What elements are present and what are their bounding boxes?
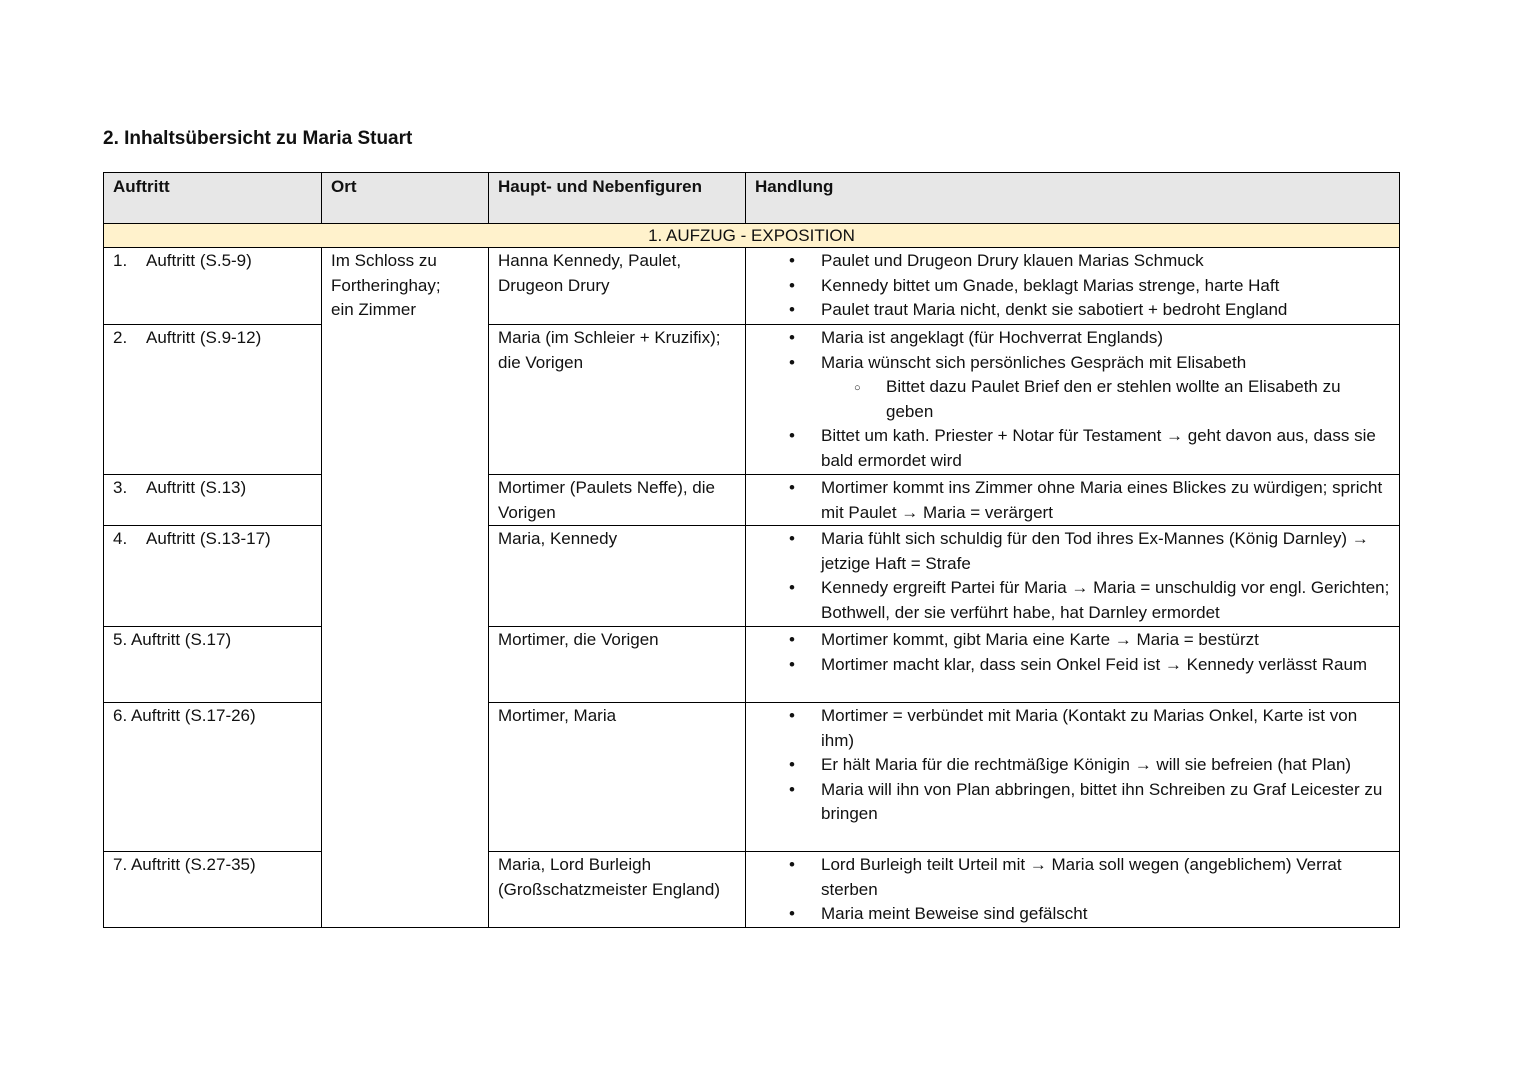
list-item: • Maria ist angeklagt (für Hochverrat Englands) <box>755 326 1390 351</box>
handlung-cell <box>746 325 1400 475</box>
list-item: • Maria fühlt sich schuldig für den Tod ihres Ex-Mannes (König Darnley) → jetzige Haft = Strafe <box>755 527 1390 576</box>
auftritt-cell <box>104 325 322 475</box>
list-item: • Mortimer = verbündet mit Maria (Kontakt zu Marias Onkel, Karte ist von ihm) <box>755 704 1390 753</box>
figuren-cell: Hanna Kennedy, Paulet, Drugeon Drury <box>489 248 746 325</box>
figuren-cell: Mortimer (Paulets Neffe), die Vorigen <box>489 475 746 526</box>
handlung-cell <box>746 703 1400 852</box>
header-auftritt: Auftritt <box>104 173 322 224</box>
table-row <box>104 325 1400 475</box>
auftritt-number: 4. <box>113 529 128 548</box>
handlung-cell <box>746 248 1400 325</box>
auftritt-label: Auftritt (S.5-9) <box>146 251 252 270</box>
auftritt-cell: 5. Auftritt (S.17) <box>104 627 322 703</box>
header-row <box>104 173 1400 224</box>
list-item: • Maria will ihn von Plan abbringen, bittet ihn Schreiben zu Graf Leicester zu bringen <box>755 778 1390 827</box>
header-ort: Ort <box>322 173 489 224</box>
list-item: • Mortimer kommt ins Zimmer ohne Maria eines Blickes zu würdigen; spricht mit Paulet → Maria = verärgert <box>755 476 1390 525</box>
ort-cell: Im Schloss zu Fortheringhay; ein Zimmer <box>322 248 489 928</box>
handlung-cell <box>746 627 1400 703</box>
auftritt-number: 1. <box>113 251 128 270</box>
list-item: • Kennedy ergreift Partei für Maria → Maria = unschuldig vor engl. Gerichten; Bothwell, der sie verführt habe, hat Darnley ermordet <box>755 576 1390 625</box>
sub-list-item: ○ Bittet dazu Paulet Brief den er stehlen wollte an Elisabeth zu geben <box>755 375 1390 424</box>
handlung-cell <box>746 475 1400 526</box>
list-item: • Paulet traut Maria nicht, denkt sie sabotiert + bedroht England <box>755 298 1390 323</box>
figuren-cell: Mortimer, Maria <box>489 703 746 852</box>
header-figuren: Haupt- und Nebenfiguren <box>489 173 746 224</box>
figuren-cell: Maria, Lord Burleigh (Großschatzmeister England) <box>489 852 746 928</box>
list-item: • Mortimer macht klar, dass sein Onkel Feid ist → Kennedy verlässt Raum <box>755 653 1390 678</box>
figuren-cell: Maria, Kennedy <box>489 526 746 627</box>
auftritt-number: 3. <box>113 478 128 497</box>
page-title: 2. Inhaltsübersicht zu Maria Stuart <box>103 128 413 149</box>
table-row <box>104 475 1400 526</box>
table-row <box>104 526 1400 627</box>
auftritt-cell: 7. Auftritt (S.27-35) <box>104 852 322 928</box>
auftritt-cell <box>104 526 322 627</box>
overview-table <box>103 172 1400 928</box>
list-item: • Er hält Maria für die rechtmäßige Königin → will sie befreien (hat Plan) <box>755 753 1390 778</box>
auftritt-cell: 6. Auftritt (S.17-26) <box>104 703 322 852</box>
list-item: • Kennedy bittet um Gnade, beklagt Marias strenge, harte Haft <box>755 274 1390 299</box>
auftritt-cell <box>104 475 322 526</box>
section-row <box>104 224 1400 248</box>
table-row <box>104 852 1400 928</box>
table-row <box>104 248 1400 325</box>
section-label: 1. AUFZUG - EXPOSITION <box>104 224 1400 248</box>
header-handlung: Handlung <box>746 173 1400 224</box>
table-row <box>104 703 1400 852</box>
auftritt-label: Auftritt (S.13-17) <box>146 529 271 548</box>
list-item: • Bittet um kath. Priester + Notar für Testament → geht davon aus, dass sie bald ermordet wird <box>755 424 1390 473</box>
auftritt-label: Auftritt (S.13) <box>146 478 247 497</box>
list-item: • Lord Burleigh teilt Urteil mit → Maria soll wegen (angeblichem) Verrat sterben <box>755 853 1390 902</box>
list-item: • Maria meint Beweise sind gefälscht <box>755 902 1390 927</box>
auftritt-number: 2. <box>113 328 128 347</box>
figuren-cell: Maria (im Schleier + Kruzifix); die Vorigen <box>489 325 746 475</box>
list-item <box>755 351 1390 425</box>
figuren-cell: Mortimer, die Vorigen <box>489 627 746 703</box>
handlung-cell <box>746 526 1400 627</box>
auftritt-label: Auftritt (S.9-12) <box>146 328 262 347</box>
list-item: • Paulet und Drugeon Drury klauen Marias Schmuck <box>755 249 1390 274</box>
table-row <box>104 627 1400 703</box>
handlung-cell <box>746 852 1400 928</box>
list-item-text: Maria wünscht sich persönliches Gespräch mit Elisabeth <box>821 352 1247 372</box>
list-item: • Mortimer kommt, gibt Maria eine Karte → Maria = bestürzt <box>755 628 1390 653</box>
auftritt-cell <box>104 248 322 325</box>
